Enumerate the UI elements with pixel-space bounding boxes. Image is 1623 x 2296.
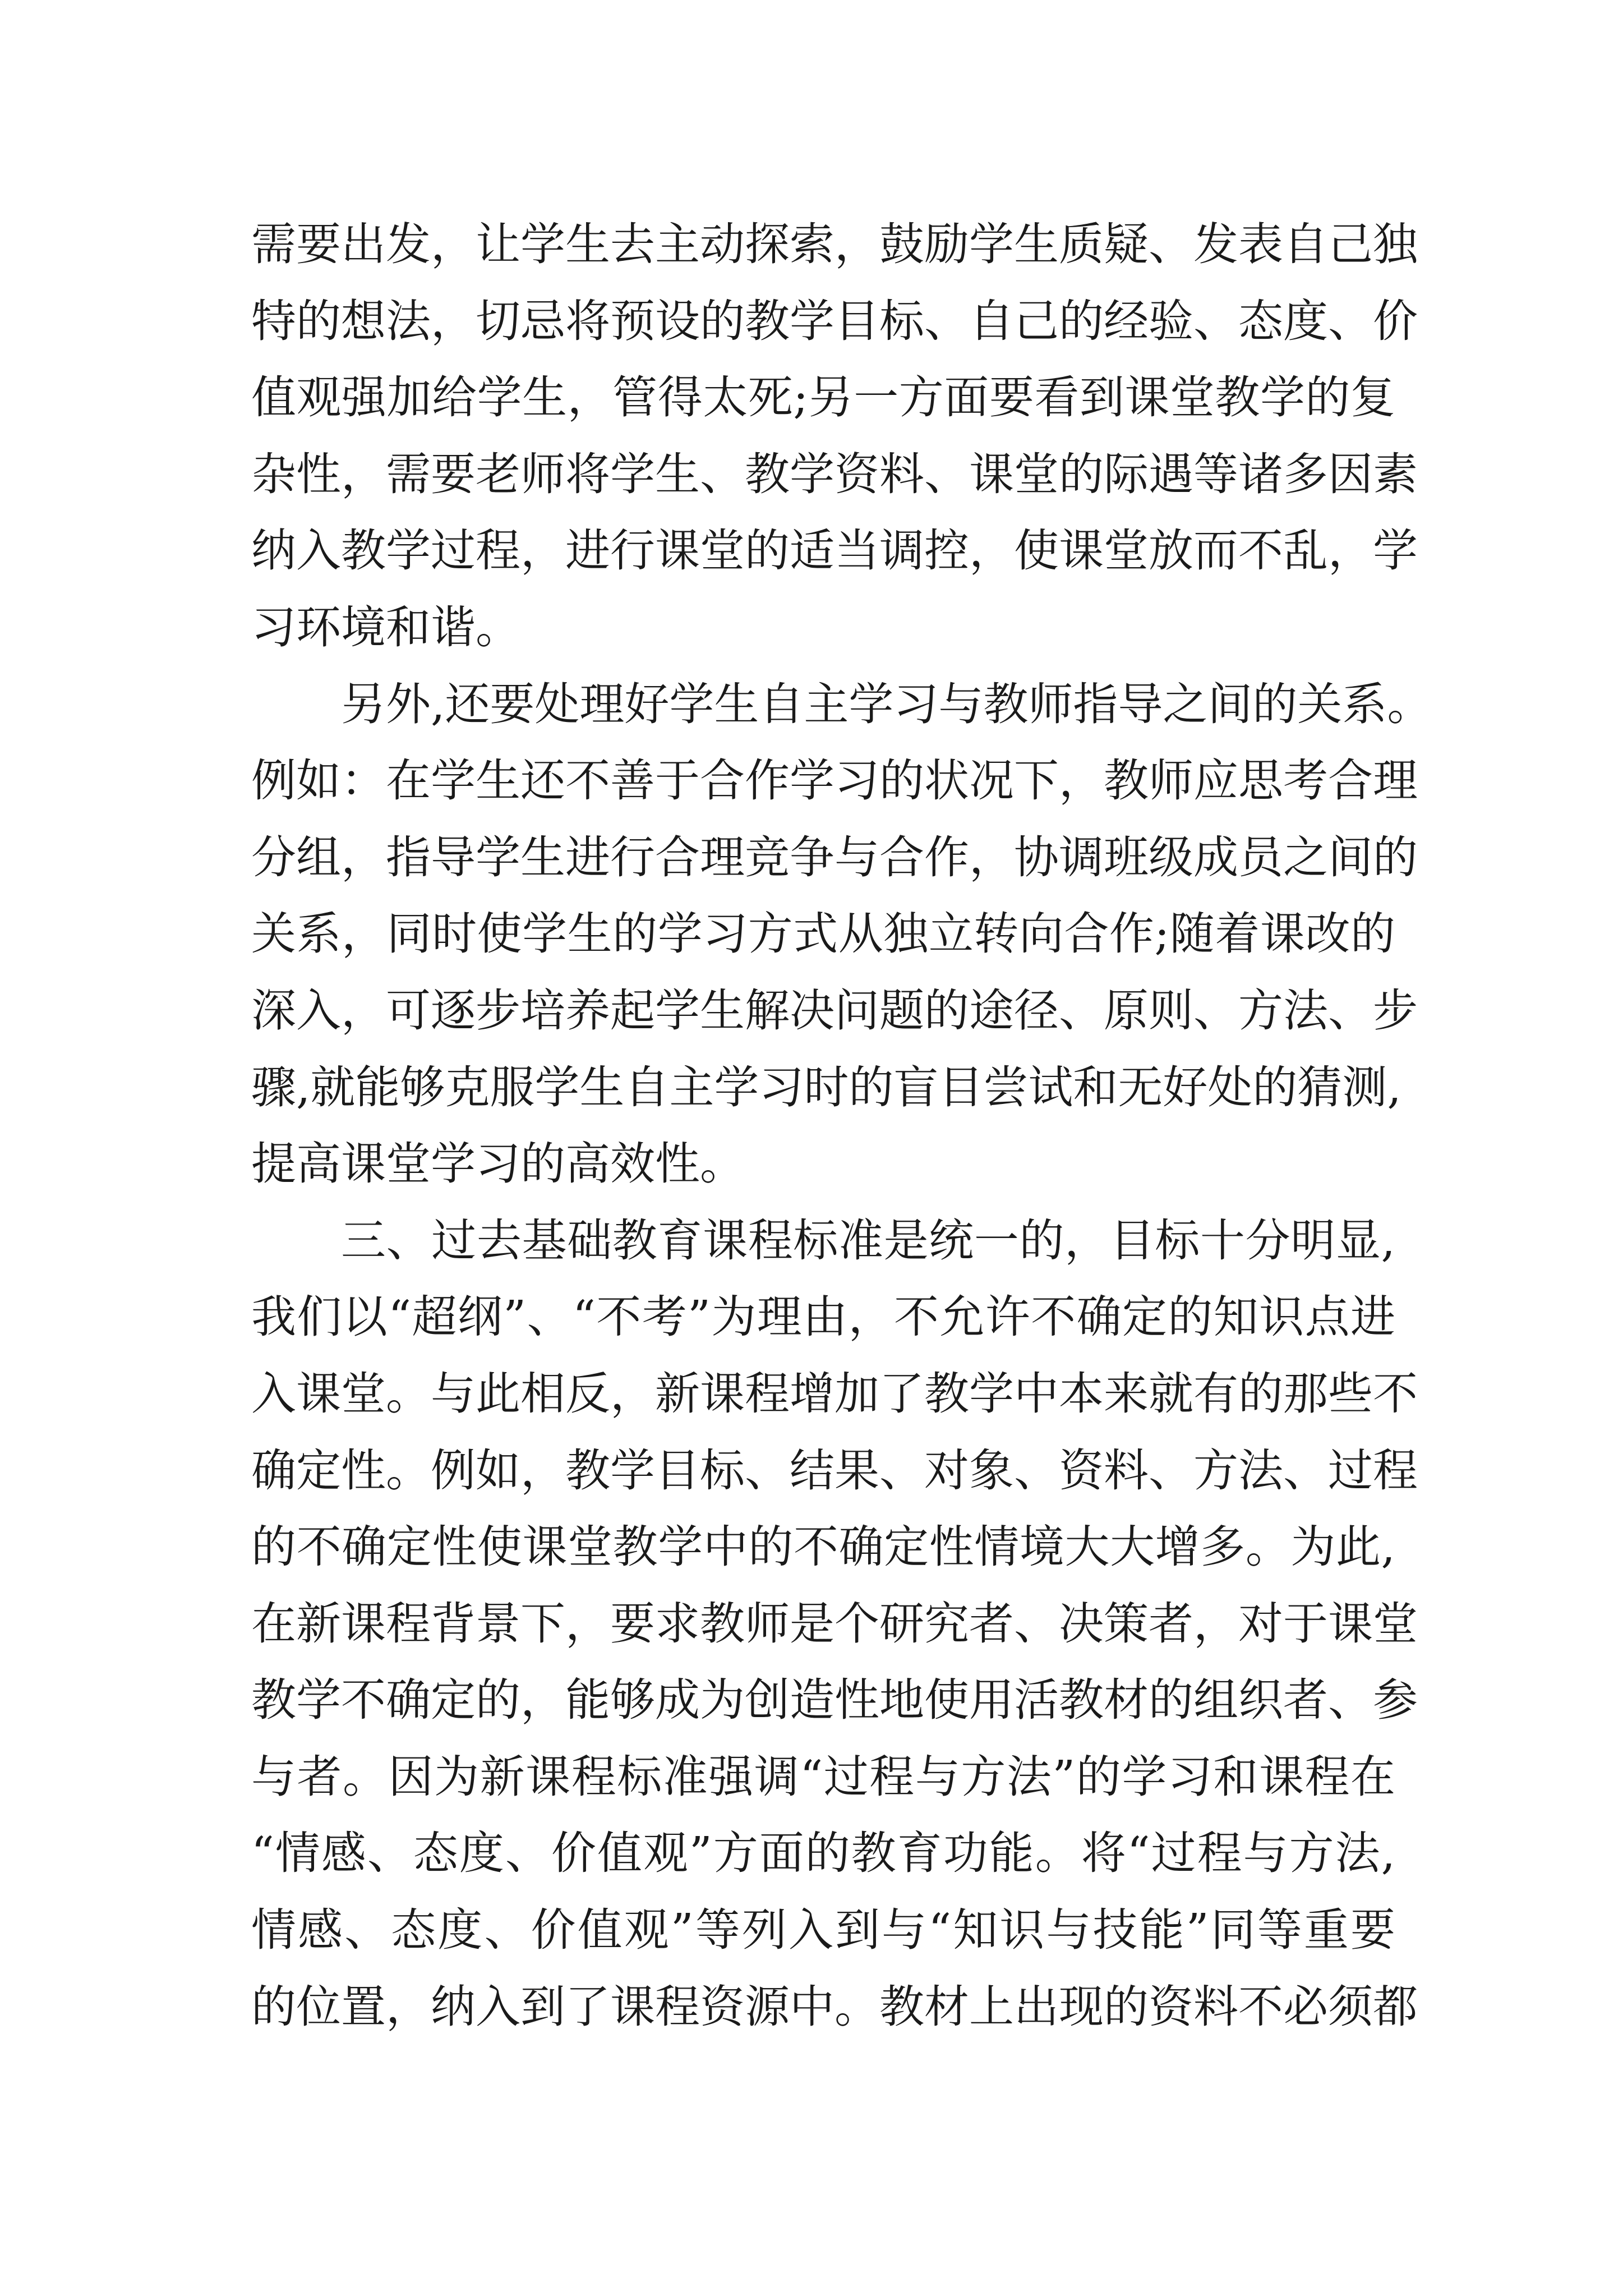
text-line: 提高课堂学习的高效性。 — [251, 1138, 745, 1190]
text-line: 三、过去基础教育课程标准是统一的，目标十分明显, — [341, 1214, 1395, 1267]
text-line: 特的想法，切忌将预设的教学目标、自己的经验、态度、价 — [251, 295, 1418, 347]
text-line: 的不确定性使课堂教学中的不确定性情境大大增多。为此, — [251, 1521, 1395, 1573]
text-line: 我们以“超纲”、“不考”为理由，不允许不确定的知识点进 — [251, 1291, 1395, 1343]
text-line: 深入，可逐步培养起学生解决问题的途径、原则、方法、步 — [251, 984, 1418, 1037]
text-line: 的位置，纳入到了课程资源中。教材上出现的资料不必须都 — [251, 1980, 1418, 2033]
text-line: 骤,就能够克服学生自主学习时的盲目尝试和无好处的猜测, — [251, 1061, 1401, 1114]
text-line: 情感、态度、价值观”等列入到与“知识与技能”同等重要 — [251, 1904, 1395, 1957]
text-line: 在新课程背景下，要求教师是个研究者、决策者，对于课堂 — [251, 1597, 1418, 1650]
body-text — [251, 206, 1432, 2045]
text-line: 确定性。例如，教学目标、结果、对象、资料、方法、过程 — [251, 1444, 1418, 1497]
text-line: 教学不确定的，能够成为创造性地使用活教材的组织者、参 — [251, 1674, 1418, 1727]
text-line: 需要出发，让学生去主动探索，鼓励学生质疑、发表自己独 — [251, 218, 1418, 270]
text-line: 杂性，需要老师将学生、教学资料、课堂的际遇等诸多因素 — [251, 448, 1418, 500]
text-line: 习环境和谐。 — [251, 601, 520, 654]
text-line: 例如：在学生还不善于合作学习的状况下，教师应思考合理 — [251, 754, 1418, 807]
text-line: 入课堂。与此相反，新课程增加了教学中本来就有的那些不 — [251, 1367, 1418, 1420]
text-line: 另外,还要处理好学生自主学习与教师指导之间的关系。 — [341, 678, 1432, 730]
text-line: 与者。因为新课程标准强调“过程与方法”的学习和课程在 — [251, 1750, 1395, 1803]
text-line: “情感、态度、价值观”方面的教育功能。将“过程与方法, — [251, 1827, 1395, 1880]
text-line: 关系，同时使学生的学习方式从独立转向合作;随着课改的 — [251, 908, 1395, 960]
text-line: 纳入教学过程，进行课堂的适当调控，使课堂放而不乱，学 — [251, 524, 1418, 577]
text-line: 值观强加给学生，管得太死;另一方面要看到课堂教学的复 — [251, 371, 1395, 424]
text-line: 分组，指导学生进行合理竞争与合作，协调班级成员之间的 — [251, 831, 1418, 884]
